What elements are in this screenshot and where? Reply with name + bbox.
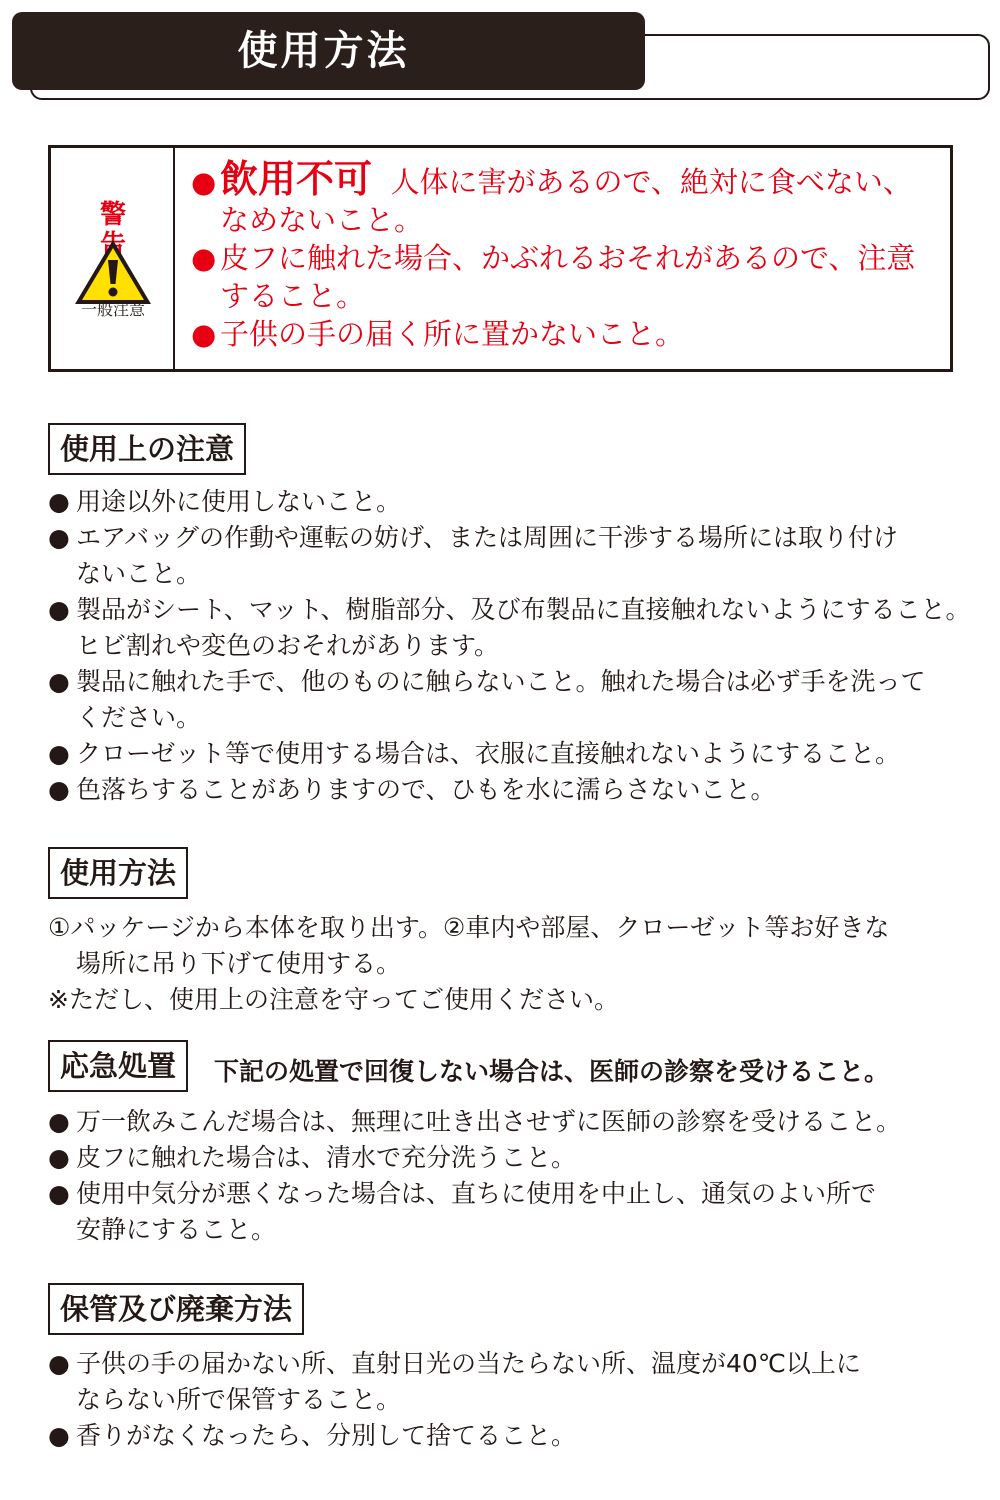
section-heading-storage: 保管及び廃棄方法 (48, 1283, 304, 1335)
usage-note: ※ただし、使用上の注意を守ってご使用ください。 (48, 985, 619, 1014)
warning-line-1-text: 人体に害があるので、絶対に食べない、 (390, 165, 912, 199)
usage-line-cont: 場所に吊り下げて使用する。 (76, 949, 402, 978)
list-item-cont: ヒビ割れや変色のおそれがあります。 (76, 631, 500, 660)
list-item-text: 万一飲みこんだ場合は、無理に吐き出させずに医師の診察を受けること。 (76, 1107, 902, 1136)
bullet: ● (48, 1179, 70, 1208)
precautions-list (48, 484, 971, 808)
bullet: ● (191, 165, 217, 199)
list-item (48, 1176, 968, 1212)
bullet: ● (48, 775, 70, 804)
bullet: ● (191, 241, 217, 275)
usage-text (48, 910, 968, 1018)
list-item (48, 1418, 968, 1454)
storage-list (48, 1346, 968, 1454)
list-item-text: クローゼット等で使用する場合は、衣服に直接触れないようにすること。 (76, 739, 901, 768)
first-aid-list (48, 1104, 968, 1248)
bullet: ● (48, 523, 70, 552)
list-item-text: 色落ちすることがありますので、ひもを水に濡らさないこと。 (76, 775, 776, 804)
list-item (48, 592, 971, 628)
section-heading-first-aid: 応急処置 (48, 1040, 188, 1092)
list-item (48, 1140, 968, 1176)
list-item (48, 1346, 968, 1382)
warning-line-1 (191, 157, 951, 201)
list-item-text: 製品に触れた手で、他のものに触らないこと。触れた場合は必ず手を洗って (76, 667, 926, 696)
warning-line-2-cont: すること。 (220, 279, 366, 313)
warning-label-panel (51, 148, 175, 369)
bullet: ● (48, 1349, 70, 1378)
bullet: ● (48, 1421, 70, 1450)
warning-line-2-text: 皮フに触れた場合、かぶれるおそれがあるので、注意 (220, 241, 916, 275)
warning-line-2 (191, 239, 951, 277)
warning-box (48, 145, 953, 372)
list-item (48, 520, 968, 556)
list-item (48, 484, 968, 520)
list-item (48, 1104, 968, 1140)
list-item (48, 736, 968, 772)
list-item-text: 香りがなくなったら、分別して捨てること。 (76, 1421, 577, 1450)
first-aid-note: 下記の処置で回復しない場合は、医師の診察を受けること。 (214, 1057, 890, 1086)
list-item-cont: ください。 (76, 703, 202, 732)
list-item-text: 製品がシート、マット、樹脂部分、及び布製品に直接触れないようにすること。 (76, 595, 971, 624)
list-item-text: 子供の手の届かない所、直射日光の当たらない所、温度が40℃以上に (76, 1349, 861, 1378)
bullet: ● (48, 1107, 70, 1136)
page-title: 使用方法 (237, 28, 410, 74)
section-heading-usage: 使用方法 (48, 847, 188, 899)
bullet: ● (48, 1143, 70, 1172)
list-item-text: エアバッグの作動や運転の妨げ、または周囲に干渉する場所には取り付け (76, 523, 899, 552)
warning-line-3-text: 子供の手の届く所に置かないこと。 (220, 317, 685, 351)
list-item (48, 772, 968, 808)
bullet: ● (48, 595, 70, 624)
warning-text (191, 157, 951, 353)
bullet: ● (191, 317, 217, 351)
bullet: ● (48, 739, 70, 768)
warning-sub-label: 一般注意 (80, 300, 145, 319)
list-item (48, 664, 968, 700)
warning-emphasis: 飲用不可 (220, 157, 373, 201)
usage-line: ①パッケージから本体を取り出す。②車内や部屋、クローゼット等お好きな (48, 913, 890, 942)
caution-triangle-icon (71, 236, 155, 308)
list-item-text: 使用中気分が悪くなった場合は、直ちに使用を中止し、通気のよい所で (76, 1179, 877, 1208)
section-heading-precautions: 使用上の注意 (48, 423, 246, 475)
list-item-cont: ないこと。 (76, 559, 202, 588)
list-item-text: 用途以外に使用しないこと。 (76, 487, 402, 516)
list-item-cont: ならない所で保管すること。 (76, 1385, 402, 1414)
warning-line-3 (191, 315, 951, 353)
warning-heading: 警告 (99, 200, 152, 260)
list-item-cont: 安静にすること。 (76, 1215, 277, 1244)
warning-line-1-cont: なめないこと。 (220, 203, 424, 237)
bullet: ● (48, 667, 70, 696)
bullet: ● (48, 487, 70, 516)
list-item-text: 皮フに触れた場合は、清水で充分洗うこと。 (76, 1143, 577, 1172)
